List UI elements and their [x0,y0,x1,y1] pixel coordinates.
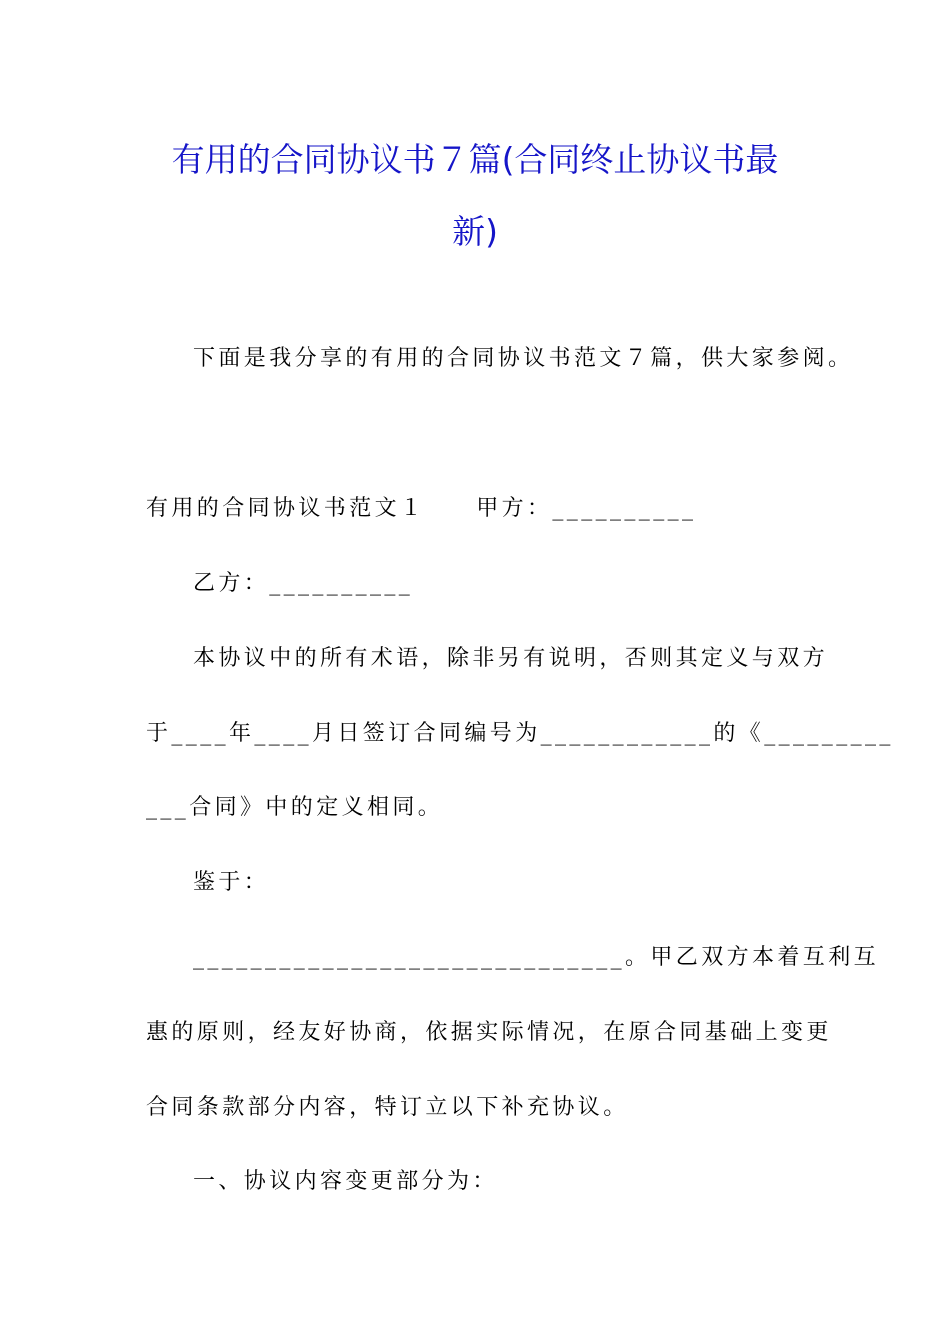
whereas-heading: 鉴于： [193,870,270,895]
paragraph-line: 于____年____月日签订合同编号为____________的《_________ [146,721,894,746]
clause-heading: 一、协议内容变更部分为： [193,1169,498,1194]
paragraph-line: 惠的原则，经友好协商，依据实际情况，在原合同基础上变更 [146,1020,832,1045]
paragraph-line: 本协议中的所有术语，除非另有说明，否则其定义与双方 [193,646,829,671]
document-title-line-2: 新) [452,212,498,251]
paragraph-line: ___合同》中的定义相同。 [146,795,444,820]
paragraph-line: 合同条款部分内容，特订立以下补充协议。 [146,1095,629,1120]
document-title-line-1: 有用的合同协议书７篇(合同终止协议书最 [171,140,779,179]
party-b-line: 乙方：__________ [193,571,414,596]
section-heading-party-a: 有用的合同协议书范文１ 甲方：__________ [146,496,697,521]
paragraph-line: ______________________________。甲乙双方本着互利互 [193,945,880,970]
intro-paragraph: 下面是我分享的有用的合同协议书范文７篇，供大家参阅。 [193,346,854,371]
